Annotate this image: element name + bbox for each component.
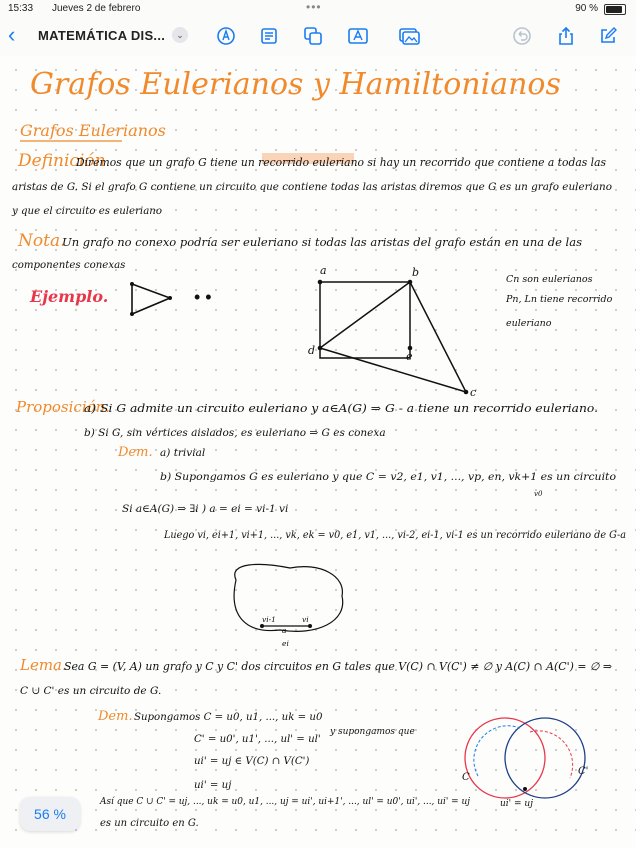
circle-label-c-prime: C' bbox=[578, 766, 589, 777]
nota-line-1: Un grafo no conexo podría ser euleriano si todas las aristas del grafo están en una de las bbox=[62, 236, 583, 249]
section-title: Grafos Eulerianos bbox=[20, 121, 166, 140]
edit-compose-icon[interactable] bbox=[598, 26, 618, 44]
status-time: 15:33 bbox=[8, 3, 34, 14]
intersecting-circuits-figure bbox=[465, 718, 585, 798]
battery-icon bbox=[604, 4, 626, 15]
share-icon[interactable] bbox=[556, 26, 576, 44]
dem-line-b: b) Supongamos G es euleriano y que C = v2, e1, v1, ..., vp, en, vk+1 es un circuito bbox=[160, 471, 616, 483]
lema-dem-line-3: ui' = uj ∈ V(C) ∩ V(C') bbox=[194, 756, 310, 767]
blob-label-a: a bbox=[282, 626, 287, 635]
side-note-3: euleriano bbox=[506, 318, 552, 329]
example-graph bbox=[318, 280, 469, 395]
lema-dem-line-6: es un circuito en G. bbox=[100, 818, 199, 829]
notebook-page[interactable] bbox=[0, 56, 636, 848]
lema-line-2: C ∪ C' es un circuito de G. bbox=[20, 685, 162, 697]
definition-label: Definición bbox=[18, 151, 106, 171]
blob-vertex bbox=[260, 624, 264, 628]
image-icon[interactable] bbox=[398, 26, 418, 44]
dem-line-a: a) trivial bbox=[160, 447, 206, 459]
nota-label: Nota. bbox=[18, 231, 66, 251]
pen-tool-icon[interactable] bbox=[216, 26, 236, 44]
side-note-1: Cn son eulerianos bbox=[506, 274, 593, 285]
blob-vertex bbox=[308, 624, 312, 628]
vertex-label-e: e bbox=[406, 350, 413, 363]
blob-label-ei: ei bbox=[282, 639, 289, 648]
triangle-vertex bbox=[130, 312, 134, 316]
demostracion-label: Dem. bbox=[118, 445, 153, 460]
multitask-dots[interactable]: ••• bbox=[306, 0, 322, 14]
vertex-label-d: d bbox=[308, 344, 316, 357]
lema-dem-line-1: Supongamos C = u0, u1, ..., uk = u0 bbox=[134, 712, 323, 723]
proposicion-label: Proposición. bbox=[16, 398, 111, 416]
lema-label: Lema. bbox=[20, 656, 67, 674]
side-note-2: Pn, Ln tiene recorrido bbox=[506, 294, 613, 305]
triangle-graph bbox=[132, 284, 170, 314]
blob-label-vi: vi bbox=[302, 615, 309, 624]
undo-icon[interactable] bbox=[512, 26, 532, 44]
shapes-icon[interactable] bbox=[303, 26, 323, 44]
main-title: Grafos Eulerianos y Hamiltonianos bbox=[30, 67, 561, 102]
notebook-title[interactable]: MATEMÁTICA DIS... bbox=[38, 28, 166, 43]
zoom-indicator[interactable]: 56 % bbox=[20, 797, 80, 831]
circle-label-c: C bbox=[462, 772, 470, 783]
proposicion-line-a: a) Si G admite un circuito euleriano y a∈A(G) ⇒ G - a tiene un recorrido euleriano. bbox=[84, 402, 598, 415]
definition-line-3: y que el circuito es euleriano bbox=[12, 206, 162, 217]
status-date: Jueves 2 de febrero bbox=[52, 3, 141, 14]
proposicion-line-b: b) Si G, sin vértices aislados, es euleriano ⇒ G es conexa bbox=[84, 427, 386, 439]
definition-line-2: aristas de G. Si el grafo G contiene un circuito que contiene todas las aristas diremos que G es un grafo euleriano bbox=[12, 182, 612, 193]
triangle-vertex bbox=[168, 296, 172, 300]
nota-line-2: componentes conexas bbox=[12, 260, 126, 271]
ejemplo-label: Ejemplo. bbox=[30, 287, 109, 306]
dem-line-d: Luego vi, ei+1, vi+1, ..., vk, ek = v0, e1, v1, ..., vi-2, ei-1, vi-1 es un recorrido euleriano de G-a bbox=[163, 530, 627, 541]
lema-dem-line-2: C' = u0', u1', ..., ul' = ul' bbox=[194, 734, 321, 745]
lema-dem-aside: y supongamos que bbox=[330, 727, 415, 737]
lema-dem-line-4: ui' = uj bbox=[194, 780, 232, 791]
back-chevron-icon[interactable]: ‹ bbox=[8, 22, 16, 47]
handwriting-canvas bbox=[0, 56, 636, 848]
lema-dem-line-5: Así que C ∪ C' = uj, ..., uk = u0, u1, ..., uj = ui', ui+1', ..., ul' = u0', ui', ..., ui' = uj bbox=[99, 796, 471, 807]
title-chevron-down-icon[interactable]: ⌄ bbox=[172, 27, 188, 43]
lema-line-1: Sea G = (V, A) un grafo y C y C' dos circuitos en G tales que V(C) ∩ V(C') ≠ ∅ y A(C) ∩ A(C') = ∅ ⇒ bbox=[64, 660, 612, 673]
dem-subscript-note: v0 bbox=[534, 490, 543, 498]
dem-line-c: Si a∈A(G) ⇒ ∃i ) a = ei = vi-1 vi bbox=[122, 503, 289, 515]
blob-label-vi-1: vi-1 bbox=[262, 615, 276, 624]
vertex-label-c: c bbox=[470, 386, 477, 399]
vertex-label-a: a bbox=[320, 264, 327, 277]
toolbar bbox=[0, 16, 636, 56]
circle-label-intersection: ui' = uj bbox=[500, 799, 533, 809]
isolated-vertices: • • bbox=[194, 287, 212, 307]
status-bar bbox=[0, 0, 636, 16]
circuit-blob-figure bbox=[234, 564, 343, 631]
triangle-vertex bbox=[130, 282, 134, 286]
document-icon[interactable] bbox=[259, 26, 279, 44]
lema-dem-label: Dem. bbox=[98, 709, 133, 724]
text-box-icon[interactable] bbox=[347, 26, 367, 44]
vertex-label-b: b bbox=[412, 266, 420, 279]
definition-line-1: Diremos que un grafo G tiene un recorrido euleriano si hay un recorrido que contiene a todas las bbox=[75, 156, 607, 169]
battery-percent: 90 % bbox=[575, 3, 598, 14]
